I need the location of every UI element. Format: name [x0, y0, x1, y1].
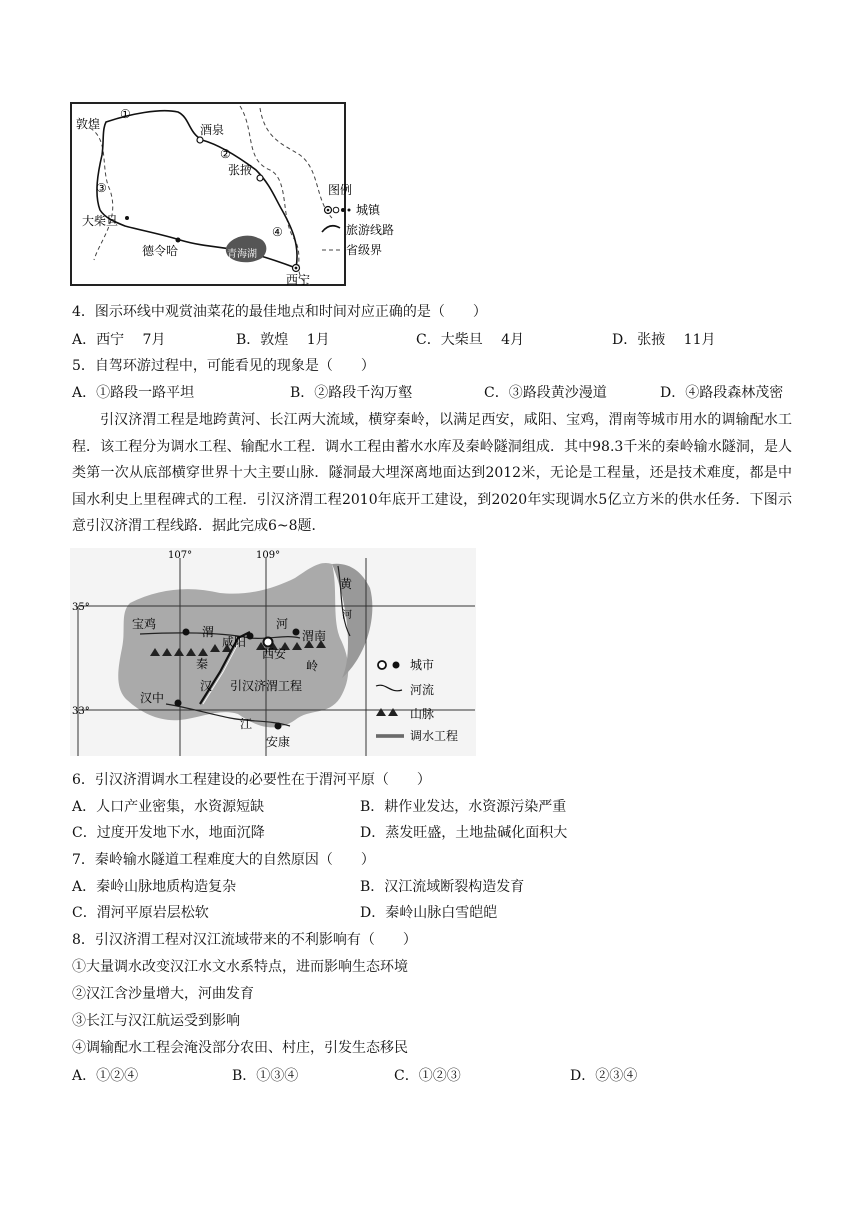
q8-option-c[interactable]: C．①②③: [394, 1068, 461, 1084]
map-char: 汉: [200, 679, 213, 693]
legend-route: 旅游线路: [346, 223, 395, 237]
map-char: 河: [342, 610, 352, 621]
q7-option-a[interactable]: A．秦岭山脉地质构造复杂: [72, 879, 237, 895]
map-char: 渭: [202, 625, 215, 639]
legend-river: 河流: [410, 683, 435, 697]
question-4-stem: 4．图示环线中观赏油菜花的最佳地点和时间对应正确的是（ ）: [72, 304, 487, 320]
q4-option-a[interactable]: A．西宁 7月: [72, 332, 166, 348]
legend-mountain: 山脉: [410, 707, 435, 721]
place-label: 张掖: [228, 163, 253, 177]
q7-option-b[interactable]: B．汉江流域断裂构造发育: [360, 879, 525, 895]
route-label: ①: [120, 107, 131, 121]
route-label: ②: [220, 147, 231, 161]
city-label: 汉中: [140, 691, 165, 705]
q6-option-a[interactable]: A．人口产业密集，水资源短缺: [72, 799, 265, 815]
legend-border: 省级界: [346, 243, 383, 257]
q4-option-d[interactable]: D．张掖 11月: [612, 332, 716, 348]
q6-option-c[interactable]: C．过度开发地下水，地面沉降: [72, 825, 265, 841]
question-7-stem: 7．秦岭输水隧道工程难度大的自然原因（ ）: [72, 852, 375, 868]
legend-project: 调水工程: [410, 729, 459, 743]
q7-option-c[interactable]: C．渭河平原岩层松软: [72, 905, 209, 921]
q5-option-a[interactable]: A．①路段一路平坦: [72, 385, 195, 401]
q8-option-a[interactable]: A．①②④: [72, 1068, 139, 1084]
place-label: 德令哈: [142, 244, 179, 258]
place-label: 敦煌: [76, 117, 101, 131]
legend-city: 城市: [410, 658, 435, 672]
latitude-label: 33°: [72, 706, 90, 717]
q8-option-d[interactable]: D．②③④: [570, 1068, 638, 1084]
city-label: 渭南: [302, 629, 327, 643]
q8-statement: ①大量调水改变汉江水文水系特点，进而影响生态环境: [72, 959, 408, 975]
q6-option-b[interactable]: B．耕作业发达，水资源污染严重: [360, 799, 567, 815]
q8-statement: ③长江与汉江航运受到影响: [72, 1013, 240, 1029]
project-label: 引汉济渭工程: [230, 679, 303, 693]
passage-text: 引汉济渭工程是地跨黄河、长江两大流域，横穿秦岭，以满足西安，咸阳、宝鸡，渭南等城市用水的调输配水工程．该工程分为调水工程、输配水工程．调水工程由蓄水水库及秦岭隧洞组成．其中98.3千米的秦岭输水隧洞，是人类第一次从底部横穿世界十大主要山脉．隧洞最大埋深离地面达到2012米，无论是工程量，还是技术难度，都是中国水利史上里程碑式的工程．引汉济渭工程2010年底开工建设，到2020年实现调水5亿立方米的供水任务．下图示意引汉济渭工程线路．据此完成6~8题．: [72, 412, 792, 534]
q4-option-b[interactable]: B．敦煌 1月: [236, 332, 330, 348]
q8-statement: ④调输配水工程会淹没部分农田、村庄，引发生态移民: [72, 1040, 408, 1056]
city-label: 西安: [262, 647, 287, 661]
q5-option-c[interactable]: C．③路段黄沙漫道: [484, 385, 607, 401]
q5-option-d[interactable]: D．④路段森林茂密: [660, 385, 784, 401]
latitude-label: 35°: [72, 602, 90, 613]
q7-option-d[interactable]: D．秦岭山脉白雪皑皑: [360, 905, 498, 921]
q6-option-d[interactable]: D．蒸发旺盛，土地盐碱化面积大: [360, 825, 568, 841]
place-label: 酒泉: [200, 123, 225, 137]
map-char: 河: [276, 617, 289, 631]
place-label: 青海湖: [227, 249, 257, 260]
map-char: 秦: [196, 657, 209, 671]
q8-option-b[interactable]: B．①③④: [232, 1068, 299, 1084]
q5-option-b[interactable]: B．②路段千沟万壑: [290, 385, 413, 401]
city-label: 安康: [266, 735, 291, 749]
question-5-stem: 5．自驾环游过程中，可能看见的现象是（ ）: [72, 358, 375, 374]
tourism-loop-map: [70, 100, 410, 290]
city-label: 咸阳: [222, 635, 247, 649]
longitude-label: 107°: [168, 550, 193, 561]
longitude-label: 109°: [256, 550, 281, 561]
map-char: 江: [240, 717, 253, 731]
question-6-stem: 6．引汉济渭调水工程建设的必要性在于渭河平原（ ）: [72, 772, 431, 788]
map-char: 黄: [340, 577, 353, 591]
question-8-stem: 8．引汉济渭工程对汉江流域带来的不利影响有（ ）: [72, 932, 417, 948]
q8-statement: ②汉江含沙量增大，河曲发育: [72, 986, 254, 1002]
place-label: 大柴旦: [82, 214, 119, 228]
diversion-project-map: [70, 548, 480, 758]
q4-option-c[interactable]: C．大柴旦 4月: [416, 332, 525, 348]
place-label: 西宁: [286, 273, 311, 287]
route-label: ④: [272, 225, 283, 239]
legend-town: 城镇: [356, 203, 381, 217]
city-label: 宝鸡: [132, 617, 157, 631]
map-char: 岭: [306, 659, 319, 673]
legend-title: 图例: [328, 183, 353, 197]
route-label: ③: [96, 181, 107, 195]
